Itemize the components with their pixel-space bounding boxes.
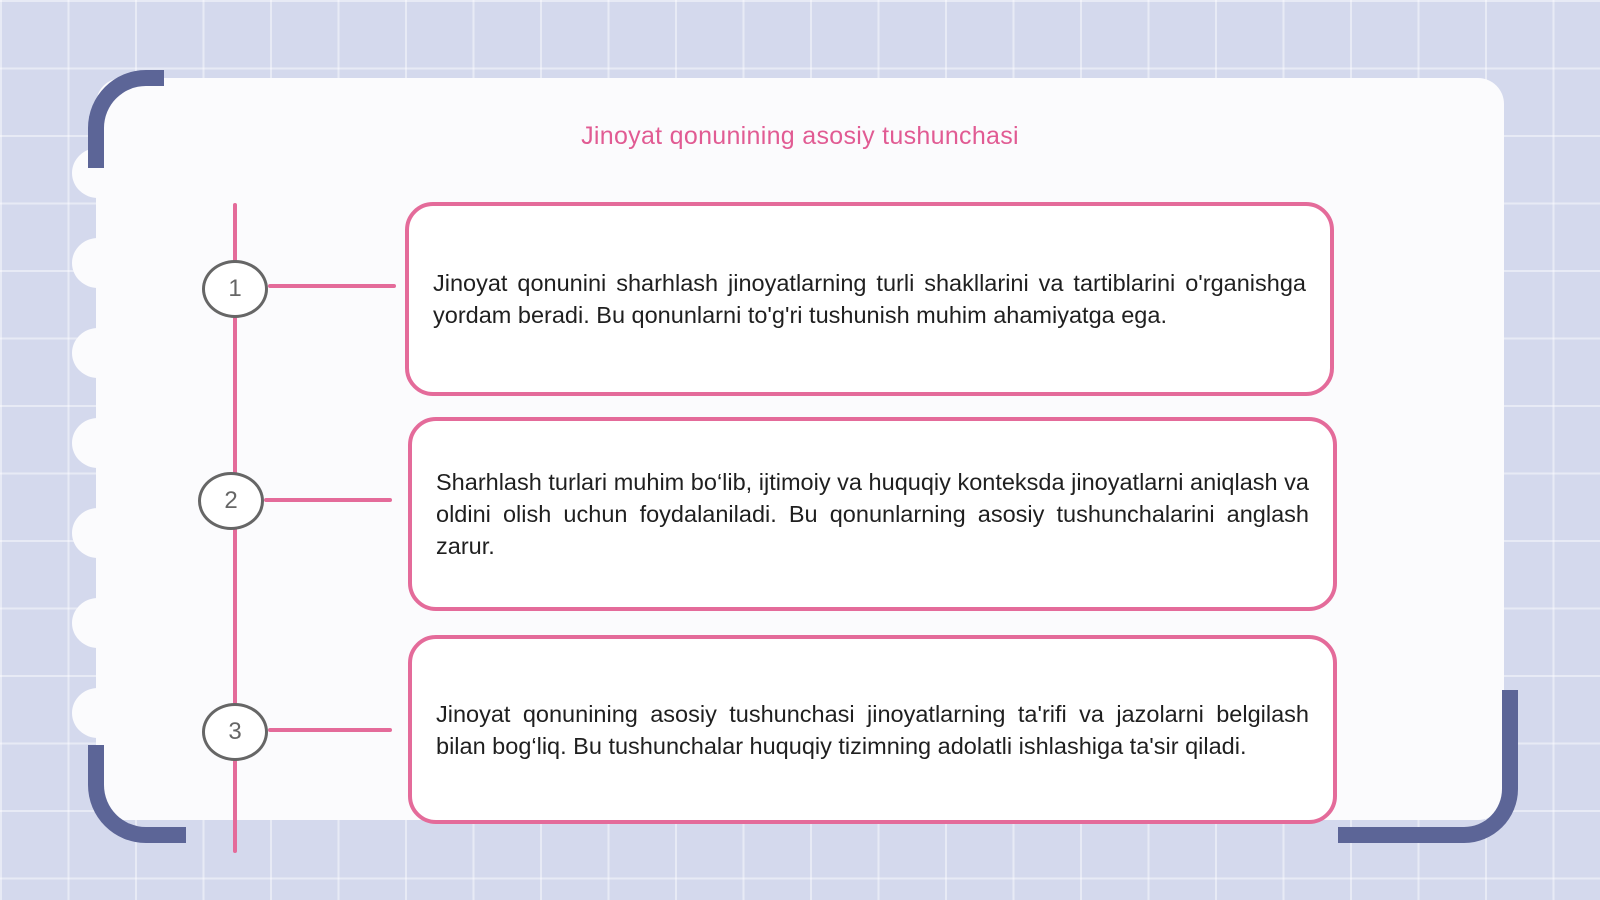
card-scallop xyxy=(72,238,124,288)
timeline-connector xyxy=(268,284,396,288)
step-number-badge: 1 xyxy=(202,260,268,318)
step-number-badge: 2 xyxy=(198,472,264,530)
content-text: Sharhlash turlari muhim bo‘lib, ijtimoiy va huquqiy konteksda jinoyatlarni aniqlash va oldini olish uchun foydalaniladi. Bu qonunlarning asosiy tushunchalarini anglash zarur. xyxy=(436,469,1309,559)
content-text: Jinoyat qonunining asosiy tushunchasi jinoyatlarning ta'rifi va jazolarni belgilash bilan bog‘liq. Bu tushunchalar huquqiy tizimning adolatli ishlashiga ta'sir qiladi. xyxy=(436,700,1309,759)
card-scallop xyxy=(72,418,124,468)
card-scallop xyxy=(72,598,124,648)
corner-bracket-top-left xyxy=(88,70,164,168)
content-box xyxy=(408,635,1337,824)
corner-bracket-bottom-left xyxy=(88,745,186,843)
content-box xyxy=(405,202,1334,396)
timeline-connector xyxy=(268,728,392,732)
slide-title: Jinoyat qonunining asosiy tushunchasi xyxy=(581,122,1019,150)
corner-bracket-bottom-right xyxy=(1338,690,1518,843)
timeline-connector xyxy=(264,498,392,502)
card-scallop xyxy=(72,328,124,378)
step-number-badge: 3 xyxy=(202,703,268,761)
content-text: Jinoyat qonunini sharhlash jinoyatlarning turli shakllarini va tartiblarini o'rganishga yordam beradi. Bu qonunlarni to'g'ri tushunish muhim ahamiyatga ega. xyxy=(433,270,1306,328)
card-scallop xyxy=(72,688,124,738)
content-box xyxy=(408,417,1337,611)
card-scallop xyxy=(72,508,124,558)
